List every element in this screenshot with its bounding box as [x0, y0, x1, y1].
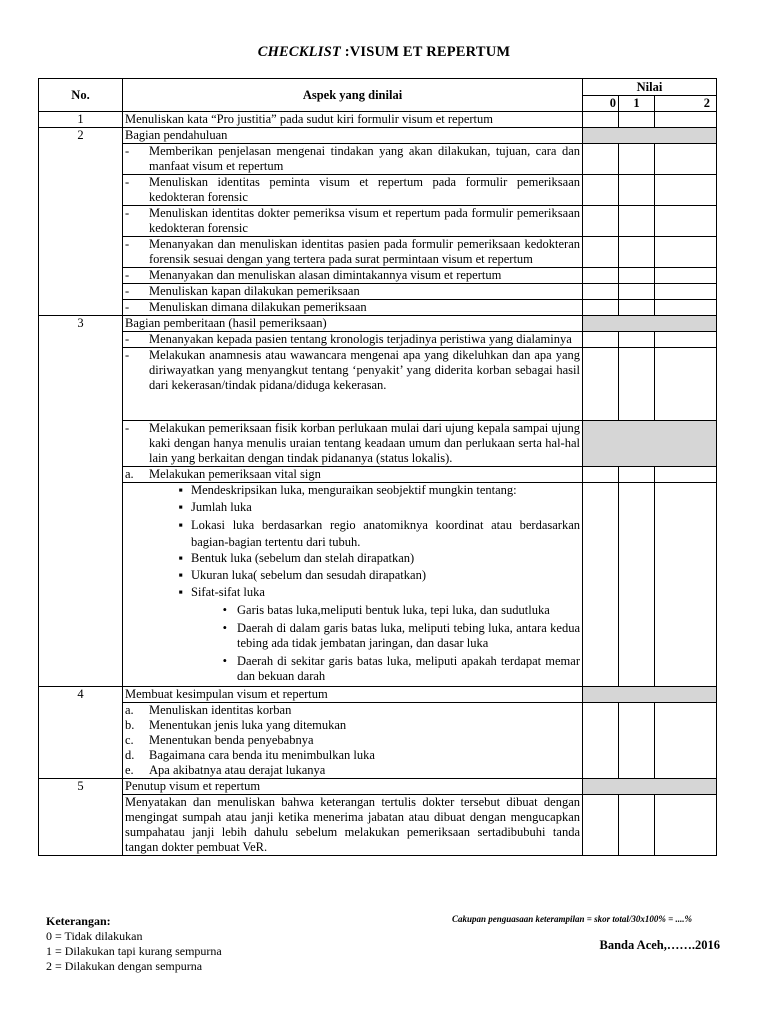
- table-row: [39, 144, 717, 175]
- title-rest: :VISUM ET REPERTUM: [340, 44, 511, 60]
- table-row: [39, 421, 717, 467]
- place-date: Banda Aceh,…….2016: [599, 938, 720, 952]
- list-marker: a.: [125, 467, 134, 481]
- shaded-cell: [583, 421, 717, 467]
- square-bullet: ▪: [178, 518, 183, 532]
- list-marker: b.: [125, 718, 135, 732]
- document-title: [0, 44, 768, 61]
- dash-marker: -: [125, 421, 130, 435]
- score-cell[interactable]: [655, 112, 717, 128]
- score-cell[interactable]: [583, 483, 619, 687]
- score-cell[interactable]: [583, 795, 619, 856]
- score-cell[interactable]: [655, 284, 717, 300]
- table-row: [39, 316, 717, 332]
- list-marker: d.: [125, 748, 135, 762]
- legend-item: 0 = Tidak dilakukan: [46, 929, 143, 943]
- score-cell[interactable]: [655, 268, 717, 284]
- score-cell[interactable]: [655, 206, 717, 237]
- row-text: Memberikan penjelasan mengenai tindakan yang akan dilakukan, tujuan, cara dan manfaat visum et repertum: [149, 144, 580, 173]
- dash-marker: -: [125, 300, 130, 314]
- row-number: 2: [39, 128, 123, 316]
- row-number: 4: [39, 687, 123, 779]
- score-cell[interactable]: [583, 175, 619, 206]
- table-row: [39, 483, 717, 687]
- header-score-1: 1: [619, 96, 655, 112]
- square-bullet: ▪: [178, 500, 183, 514]
- shaded-cell: [583, 128, 717, 144]
- list-text: Menentukan jenis luka yang ditemukan: [149, 718, 347, 732]
- row-number: 1: [39, 112, 123, 128]
- score-cell[interactable]: [619, 300, 655, 316]
- table-row: [39, 284, 717, 300]
- shaded-cell: [583, 316, 717, 332]
- section-heading: Bagian pemberitaan (hasil pemeriksaan): [123, 316, 583, 332]
- row-number: 5: [39, 779, 123, 856]
- list-marker: e.: [125, 763, 134, 777]
- section-heading: Bagian pendahuluan: [123, 128, 583, 144]
- round-bullet: •: [222, 603, 227, 617]
- score-cell[interactable]: [619, 237, 655, 268]
- bullet-text: Sifat-sifat luka: [191, 585, 265, 599]
- bullet-text: Bentuk luka (sebelum dan stelah dirapatkan): [191, 551, 415, 565]
- row-text: Menuliskan dimana dilakukan pemeriksaan: [149, 300, 367, 314]
- score-cell[interactable]: [619, 284, 655, 300]
- square-bullet: ▪: [178, 585, 183, 599]
- list-text: Menentukan benda penyebabnya: [149, 733, 314, 747]
- section-heading: Membuat kesimpulan visum et repertum: [123, 687, 583, 703]
- bullet-text: Jumlah luka: [191, 500, 252, 514]
- row-text: Melakukan pemeriksaan fisik korban perlukaan mulai dari ujung kepala sampai ujung kaki dengan hanya menulis uraian tentang keadaan umum dan perlukaan serta hal-hal lain yang berkaitan dengan tindak pidananya (status lokalis).: [149, 421, 580, 465]
- list-text: Apa akibatnya atau derajat lukanya: [149, 763, 326, 777]
- dash-marker: -: [125, 268, 130, 282]
- square-bullet: ▪: [178, 551, 183, 565]
- dash-marker: -: [125, 144, 130, 158]
- row-text: Menanyakan dan menuliskan identitas pasien pada formulir pemeriksaan kedokteran forensik sesuai dengan yang tertera pada surat permintaan visum et repertum: [149, 237, 580, 266]
- header-aspek: Aspek yang dinilai: [123, 79, 583, 112]
- square-bullet: ▪: [178, 568, 183, 582]
- score-cell[interactable]: [583, 332, 619, 348]
- score-cell[interactable]: [655, 332, 717, 348]
- table-row: [39, 206, 717, 237]
- row-text: Menuliskan kata “Pro justitia” pada sudut kiri formulir visum et repertum: [123, 112, 583, 128]
- row-text: Menyatakan dan menuliskan bahwa keterangan tertulis dokter tersebut dibuat dengan mengingat sumpah atau janji ketika menerima jabatan atau dibuat dengan mengucapkan sumpahatau janji lebih dahulu sebelum melakukan pemeriksaan sertadibubuhi tanda tangan dokter pembuat VeR.: [123, 795, 583, 856]
- score-cell[interactable]: [619, 467, 655, 483]
- dash-marker: -: [125, 284, 130, 298]
- score-cell[interactable]: [583, 467, 619, 483]
- list-marker: a.: [125, 703, 134, 717]
- score-cell[interactable]: [619, 112, 655, 128]
- title-italic: CHECKLIST: [257, 44, 341, 60]
- dash-marker: -: [125, 348, 130, 362]
- list-text: Menuliskan identitas korban: [149, 703, 292, 717]
- score-cell[interactable]: [619, 268, 655, 284]
- row-text: Melakukan pemeriksaan vital sign: [149, 467, 321, 481]
- score-cell[interactable]: [583, 703, 619, 779]
- score-formula: Cakupan penguasaan keterampilan = skor total/30x100% = ....%: [451, 914, 692, 924]
- header-no: No.: [39, 79, 123, 112]
- score-cell[interactable]: [655, 795, 717, 856]
- round-bullet: •: [222, 654, 227, 668]
- bullet-text: Daerah di sekitar garis batas luka, meliputi apakah terdapat memar dan bekuan darah: [237, 654, 580, 683]
- table-row: [39, 348, 717, 421]
- table-row: [39, 795, 717, 856]
- round-bullet: •: [222, 621, 227, 635]
- score-cell[interactable]: [583, 268, 619, 284]
- table-row: [39, 237, 717, 268]
- score-cell[interactable]: [583, 237, 619, 268]
- table-row: [39, 332, 717, 348]
- header-score-2: 2: [655, 96, 717, 112]
- table-row: [39, 268, 717, 284]
- shaded-cell: [583, 687, 717, 703]
- legend-title: Keterangan:: [46, 914, 111, 928]
- shaded-cell: [583, 779, 717, 795]
- bullet-text: Ukuran luka( sebelum dan sesudah dirapatkan): [191, 568, 426, 582]
- table-row: [39, 687, 717, 703]
- header-nilai: Nilai: [583, 79, 717, 96]
- table-row: [39, 128, 717, 144]
- legend: [46, 914, 222, 974]
- score-cell[interactable]: [655, 300, 717, 316]
- score-cell[interactable]: [655, 467, 717, 483]
- checklist-table: [38, 78, 717, 856]
- row-text: Menanyakan dan menuliskan alasan dimintakannya visum et repertum: [149, 268, 502, 282]
- table-row: [39, 300, 717, 316]
- score-cell[interactable]: [655, 483, 717, 687]
- score-cell[interactable]: [619, 348, 655, 421]
- section-heading: Penutup visum et repertum: [123, 779, 583, 795]
- bullet-text: Mendeskripsikan luka, menguraikan seobjektif mungkin tentang:: [191, 483, 517, 497]
- table-row: [39, 779, 717, 795]
- score-cell[interactable]: [583, 300, 619, 316]
- row-text: Melakukan anamnesis atau wawancara mengenai apa yang dikeluhkan dan apa yang diriwayatkan yang menyangkut tentang ‘penyakit’ yang diderita korban sebagai hasil dari kekerasan/tindak pidana/diduga kekerasan.: [149, 348, 580, 392]
- table-row: [39, 703, 717, 779]
- row-number: 3: [39, 316, 123, 687]
- score-cell[interactable]: [583, 206, 619, 237]
- square-bullet: ▪: [178, 483, 183, 497]
- dash-marker: -: [125, 332, 130, 346]
- score-cell[interactable]: [619, 332, 655, 348]
- dash-marker: -: [125, 206, 130, 220]
- score-cell[interactable]: [655, 237, 717, 268]
- score-cell[interactable]: [583, 348, 619, 421]
- score-cell[interactable]: [655, 144, 717, 175]
- table-row: [39, 467, 717, 483]
- bullet-text: Garis batas luka,meliputi bentuk luka, tepi luka, dan sudutluka: [237, 603, 550, 617]
- row-text: Menuliskan kapan dilakukan pemeriksaan: [149, 284, 360, 298]
- score-cell[interactable]: [619, 795, 655, 856]
- score-cell[interactable]: [655, 348, 717, 421]
- score-cell[interactable]: [619, 483, 655, 687]
- list-text: Bagaimana cara benda itu menimbulkan luka: [149, 748, 375, 762]
- legend-item: 2 = Dilakukan dengan sempurna: [46, 959, 203, 973]
- row-text: Menuliskan identitas peminta visum et repertum pada formulir pemeriksaan kedokteran forensic: [149, 175, 580, 204]
- score-cell[interactable]: [619, 144, 655, 175]
- score-cell[interactable]: [619, 703, 655, 779]
- row-text: Menanyakan kepada pasien tentang kronologis terjadinya peristiwa yang dialaminya: [149, 332, 572, 346]
- score-cell[interactable]: [583, 284, 619, 300]
- bullet-text: Lokasi luka berdasarkan regio anatomiknya koordinat atau berdasarkan bagian-bagian tertentu dari tubuh.: [191, 518, 580, 549]
- table-row: [39, 112, 717, 128]
- score-cell[interactable]: [583, 144, 619, 175]
- score-cell[interactable]: [619, 175, 655, 206]
- dash-marker: -: [125, 175, 130, 189]
- score-cell[interactable]: [619, 206, 655, 237]
- row-text: Menuliskan identitas dokter pemeriksa visum et repertum pada formulir pemeriksaan kedokteran forensic: [149, 206, 580, 235]
- bullet-text: Daerah di dalam garis batas luka, meliputi tebing luka, antara kedua tebing ada tidak jembatan jaringan, dan dasar luka: [237, 621, 580, 650]
- table-row: [39, 175, 717, 206]
- score-cell[interactable]: [583, 112, 619, 128]
- legend-item: 1 = Dilakukan tapi kurang sempurna: [46, 944, 222, 958]
- list-marker: c.: [125, 733, 134, 747]
- header-score-0: 0: [583, 96, 619, 112]
- score-cell[interactable]: [655, 703, 717, 779]
- score-cell[interactable]: [655, 175, 717, 206]
- dash-marker: -: [125, 237, 130, 251]
